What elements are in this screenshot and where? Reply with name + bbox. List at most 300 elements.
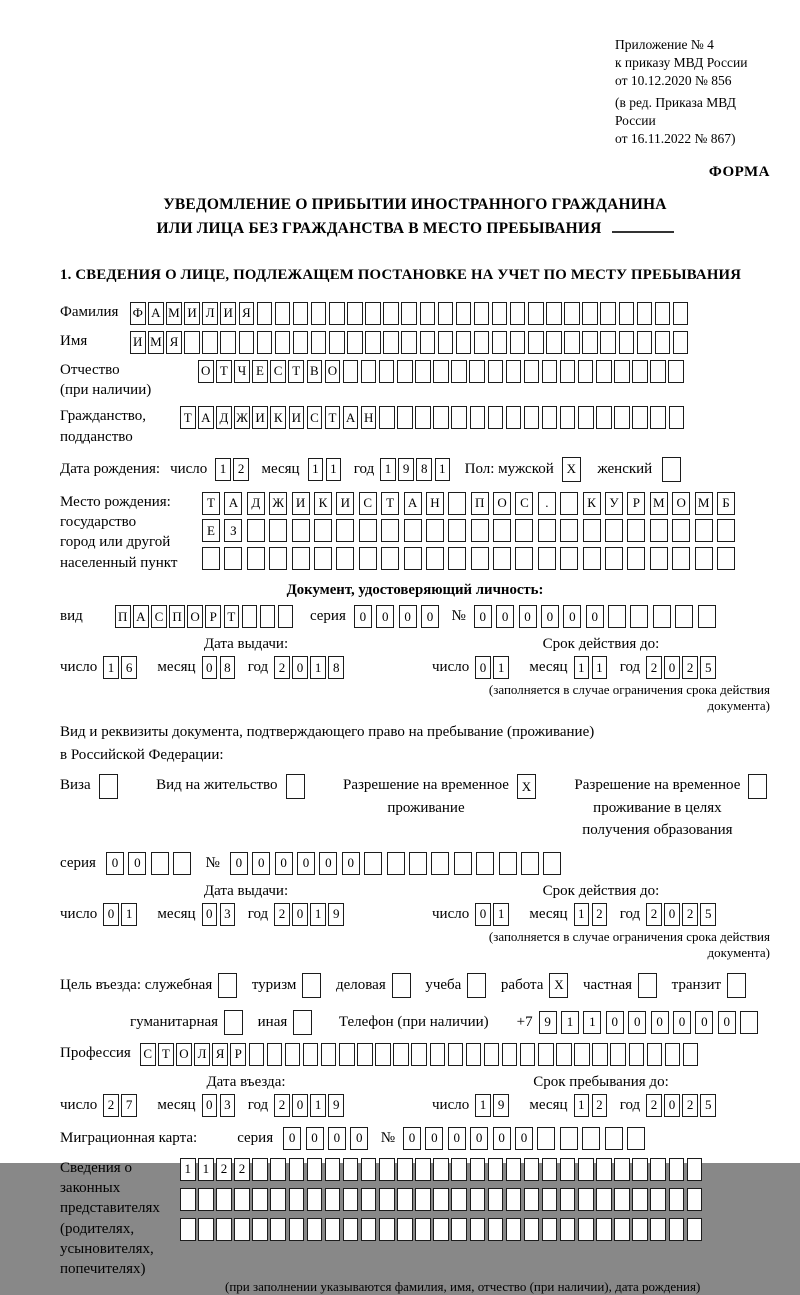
cell-temp_residence_edu_check-1[interactable] [748,774,767,799]
cell-birth_place_row3-6[interactable] [314,547,332,570]
cell-citizenship-20[interactable] [524,406,540,429]
cell-res_number-12[interactable] [476,852,494,875]
cell-representatives_row1-11[interactable] [361,1158,377,1181]
cell-birth_place_row3-2[interactable] [224,547,242,570]
cell-representatives_row2-3[interactable] [216,1188,232,1211]
cell-citizenship-10[interactable]: А [343,406,359,429]
cell-res_valid_year-1[interactable]: 2 [646,903,662,926]
cell-phone_number-3[interactable]: 1 [583,1011,601,1034]
cell-doc_number-9[interactable] [653,605,671,628]
cell-purpose_business-1[interactable] [392,973,411,998]
cell-patronymic-26[interactable] [650,360,666,383]
cell-res_series-3[interactable] [151,852,169,875]
cell-doc_issue_year-3[interactable]: 1 [310,656,326,679]
cell-representatives_row1-20[interactable] [524,1158,540,1181]
cell-birth_place_row3-23[interactable] [695,547,713,570]
cell-birth_place_row1-15[interactable]: С [515,492,533,515]
cell-stay_year-4[interactable]: 5 [700,1094,716,1117]
cell-representatives_row3-25[interactable] [614,1218,630,1241]
cell-res_number-11[interactable] [454,852,472,875]
cell-birth_place_row2-16[interactable] [538,519,556,542]
cell-citizenship-7[interactable]: И [289,406,305,429]
cell-doc_valid_month-2[interactable]: 1 [592,656,608,679]
cell-representatives_row3-14[interactable] [415,1218,431,1241]
cell-birth_place_row1-16[interactable]: . [538,492,556,515]
cell-representatives_row3-15[interactable] [433,1218,449,1241]
cell-representatives_row1-12[interactable] [379,1158,395,1181]
cell-surname-3[interactable]: М [166,302,182,325]
cell-migration_number-11[interactable] [627,1127,645,1150]
cell-surname-10[interactable] [293,302,309,325]
cell-birth_place_row1-3[interactable]: Д [247,492,265,515]
cell-birth_place_row1-4[interactable]: Ж [269,492,287,515]
cell-patronymic-13[interactable] [415,360,431,383]
cell-birth_place_row1-6[interactable]: К [314,492,332,515]
cell-representatives_row1-19[interactable] [506,1158,522,1181]
cell-birth_place_row2-23[interactable] [695,519,713,542]
cell-migration_number-5[interactable]: 0 [493,1127,511,1150]
cell-representatives_row3-1[interactable] [180,1218,196,1241]
cell-representatives_row3-19[interactable] [506,1218,522,1241]
cell-patronymic-27[interactable] [668,360,684,383]
cell-birth_place_row1-1[interactable]: Т [202,492,220,515]
cell-citizenship-16[interactable] [451,406,467,429]
cell-profession-28[interactable] [629,1043,645,1066]
cell-doc_number-6[interactable]: 0 [586,605,604,628]
cell-phone_number-1[interactable]: 9 [539,1011,557,1034]
cell-patronymic-8[interactable]: О [325,360,341,383]
cell-profession-1[interactable]: С [140,1043,156,1066]
cell-name-5[interactable] [202,331,218,354]
cell-name-23[interactable] [528,331,544,354]
cell-patronymic-24[interactable] [614,360,630,383]
cell-entry_day-2[interactable]: 7 [121,1094,137,1117]
cell-doc_type-8[interactable] [242,605,258,628]
cell-res_number-1[interactable]: 0 [230,852,248,875]
cell-representatives_row2-22[interactable] [560,1188,576,1211]
cell-representatives_row1-23[interactable] [578,1158,594,1181]
cell-name-3[interactable]: Я [166,331,182,354]
cell-representatives_row3-16[interactable] [451,1218,467,1241]
cell-doc_series-3[interactable]: 0 [399,605,417,628]
cell-birth_place_row3-22[interactable] [672,547,690,570]
cell-patronymic-14[interactable] [433,360,449,383]
cell-citizenship-22[interactable] [560,406,576,429]
cell-doc_type-6[interactable]: Р [205,605,221,628]
cell-res_series-2[interactable]: 0 [128,852,146,875]
cell-res_issue_day-2[interactable]: 1 [121,903,137,926]
cell-birth_place_row3-15[interactable] [515,547,533,570]
cell-profession-20[interactable] [484,1043,500,1066]
cell-doc_valid_year-1[interactable]: 2 [646,656,662,679]
cell-patronymic-17[interactable] [488,360,504,383]
cell-citizenship-5[interactable]: И [252,406,268,429]
cell-res_valid_year-4[interactable]: 5 [700,903,716,926]
cell-birth_place_row2-18[interactable] [583,519,601,542]
cell-res_number-10[interactable] [431,852,449,875]
cell-doc_number-4[interactable]: 0 [541,605,559,628]
cell-representatives_row3-11[interactable] [361,1218,377,1241]
cell-birth_year-4[interactable]: 1 [435,458,451,481]
cell-stay_month-2[interactable]: 2 [592,1094,608,1117]
cell-surname-28[interactable] [619,302,635,325]
cell-sex_female-1[interactable] [662,457,681,482]
cell-profession-9[interactable] [285,1043,301,1066]
cell-representatives_row3-2[interactable] [198,1218,214,1241]
cell-surname-26[interactable] [582,302,598,325]
cell-entry_year-2[interactable]: 0 [292,1094,308,1117]
cell-representatives_row1-5[interactable] [252,1158,268,1181]
cell-res_valid_year-3[interactable]: 2 [682,903,698,926]
cell-doc_number-2[interactable]: 0 [496,605,514,628]
cell-birth_place_row2-20[interactable] [627,519,645,542]
cell-representatives_row3-3[interactable] [216,1218,232,1241]
cell-profession-3[interactable]: О [176,1043,192,1066]
cell-migration_number-10[interactable] [605,1127,623,1150]
cell-birth_year-1[interactable]: 1 [380,458,396,481]
cell-surname-17[interactable] [420,302,436,325]
cell-entry_month-1[interactable]: 0 [202,1094,218,1117]
cell-doc_type-2[interactable]: А [133,605,149,628]
cell-representatives_row2-18[interactable] [488,1188,504,1211]
cell-phone_number-4[interactable]: 0 [606,1011,624,1034]
cell-representatives_row1-26[interactable] [632,1158,648,1181]
cell-res_number-13[interactable] [499,852,517,875]
cell-migration_number-9[interactable] [582,1127,600,1150]
cell-citizenship-1[interactable]: Т [180,406,196,429]
cell-representatives_row2-13[interactable] [397,1188,413,1211]
cell-visa_check-1[interactable] [99,774,118,799]
cell-migration_series-4[interactable]: 0 [350,1127,368,1150]
cell-birth_place_row3-5[interactable] [292,547,310,570]
cell-birth_day-1[interactable]: 1 [215,458,231,481]
cell-representatives_row3-27[interactable] [650,1218,666,1241]
cell-birth_place_row2-14[interactable] [493,519,511,542]
cell-doc_valid_year-2[interactable]: 0 [664,656,680,679]
cell-entry_month-2[interactable]: 3 [220,1094,236,1117]
cell-birth_place_row3-4[interactable] [269,547,287,570]
cell-patronymic-25[interactable] [632,360,648,383]
cell-surname-16[interactable] [401,302,417,325]
cell-representatives_row1-1[interactable]: 1 [180,1158,196,1181]
cell-res_issue_year-2[interactable]: 0 [292,903,308,926]
cell-representatives_row1-17[interactable] [470,1158,486,1181]
cell-representatives_row2-21[interactable] [542,1188,558,1211]
cell-name-14[interactable] [365,331,381,354]
cell-birth_place_row1-22[interactable]: О [672,492,690,515]
cell-citizenship-21[interactable] [542,406,558,429]
cell-representatives_row3-13[interactable] [397,1218,413,1241]
cell-representatives_row2-10[interactable] [343,1188,359,1211]
cell-doc_series-4[interactable]: 0 [421,605,439,628]
cell-birth_place_row2-19[interactable] [605,519,623,542]
cell-surname-22[interactable] [510,302,526,325]
cell-birth_place_row3-7[interactable] [336,547,354,570]
cell-birth_month-1[interactable]: 1 [308,458,324,481]
cell-patronymic-9[interactable] [343,360,359,383]
cell-doc_valid_month-1[interactable]: 1 [574,656,590,679]
cell-representatives_row3-4[interactable] [234,1218,250,1241]
cell-representatives_row1-21[interactable] [542,1158,558,1181]
cell-doc_issue_month-2[interactable]: 8 [220,656,236,679]
cell-profession-27[interactable] [610,1043,626,1066]
cell-birth_place_row2-8[interactable] [359,519,377,542]
cell-birth_place_row2-17[interactable] [560,519,578,542]
cell-migration_number-8[interactable] [560,1127,578,1150]
cell-profession-21[interactable] [502,1043,518,1066]
cell-representatives_row1-24[interactable] [596,1158,612,1181]
cell-res_number-3[interactable]: 0 [275,852,293,875]
cell-name-8[interactable] [257,331,273,354]
cell-birth_place_row3-1[interactable] [202,547,220,570]
cell-representatives_row1-27[interactable] [650,1158,666,1181]
cell-res_number-7[interactable] [364,852,382,875]
cell-patronymic-19[interactable] [524,360,540,383]
cell-representatives_row2-27[interactable] [650,1188,666,1211]
cell-representatives_row1-3[interactable]: 2 [216,1158,232,1181]
cell-profession-22[interactable] [520,1043,536,1066]
cell-purpose_work-1[interactable]: X [549,973,568,998]
cell-citizenship-18[interactable] [488,406,504,429]
cell-migration_number-7[interactable] [537,1127,555,1150]
cell-birth_place_row1-21[interactable]: М [650,492,668,515]
cell-representatives_row2-24[interactable] [596,1188,612,1211]
cell-representatives_row3-12[interactable] [379,1218,395,1241]
cell-surname-30[interactable] [655,302,671,325]
cell-representatives_row2-23[interactable] [578,1188,594,1211]
cell-name-7[interactable] [239,331,255,354]
cell-name-4[interactable] [184,331,200,354]
cell-birth_place_row1-20[interactable]: Р [627,492,645,515]
cell-surname-11[interactable] [311,302,327,325]
cell-res_series-4[interactable] [173,852,191,875]
cell-representatives_row2-4[interactable] [234,1188,250,1211]
cell-citizenship-27[interactable] [650,406,666,429]
cell-name-12[interactable] [329,331,345,354]
cell-name-15[interactable] [383,331,399,354]
cell-name-17[interactable] [420,331,436,354]
cell-migration_series-2[interactable]: 0 [306,1127,324,1150]
cell-representatives_row1-8[interactable] [307,1158,323,1181]
cell-profession-25[interactable] [574,1043,590,1066]
cell-doc_number-1[interactable]: 0 [474,605,492,628]
cell-patronymic-18[interactable] [506,360,522,383]
cell-doc_type-1[interactable]: П [115,605,131,628]
cell-birth_place_row1-2[interactable]: А [224,492,242,515]
cell-name-10[interactable] [293,331,309,354]
cell-patronymic-11[interactable] [379,360,395,383]
cell-birth_year-3[interactable]: 8 [416,458,432,481]
cell-res_issue_year-4[interactable]: 9 [328,903,344,926]
cell-citizenship-19[interactable] [506,406,522,429]
cell-profession-12[interactable] [339,1043,355,1066]
cell-surname-6[interactable]: И [220,302,236,325]
cell-representatives_row3-7[interactable] [289,1218,305,1241]
cell-patronymic-7[interactable]: В [307,360,323,383]
cell-temp_residence_check-1[interactable]: X [517,774,536,799]
cell-doc_type-5[interactable]: О [187,605,203,628]
cell-doc_issue_month-1[interactable]: 0 [202,656,218,679]
cell-doc_valid_day-2[interactable]: 1 [493,656,509,679]
cell-representatives_row3-24[interactable] [596,1218,612,1241]
cell-birth_place_row1-11[interactable]: Н [426,492,444,515]
cell-name-1[interactable]: И [130,331,146,354]
cell-sex_male-1[interactable]: X [562,457,581,482]
cell-surname-24[interactable] [546,302,562,325]
cell-surname-31[interactable] [673,302,689,325]
cell-birth_place_row2-13[interactable] [471,519,489,542]
cell-name-25[interactable] [564,331,580,354]
cell-representatives_row3-29[interactable] [687,1218,703,1241]
cell-representatives_row1-6[interactable] [270,1158,286,1181]
cell-purpose_tourism-1[interactable] [302,973,321,998]
cell-doc_number-5[interactable]: 0 [563,605,581,628]
cell-representatives_row3-22[interactable] [560,1218,576,1241]
cell-patronymic-22[interactable] [578,360,594,383]
cell-surname-8[interactable] [257,302,273,325]
cell-birth_month-2[interactable]: 1 [326,458,342,481]
cell-birth_place_row2-11[interactable] [426,519,444,542]
cell-name-28[interactable] [619,331,635,354]
cell-birth_place_row2-10[interactable] [404,519,422,542]
cell-patronymic-20[interactable] [542,360,558,383]
cell-entry_year-1[interactable]: 2 [274,1094,290,1117]
cell-birth_place_row2-6[interactable] [314,519,332,542]
cell-birth_place_row1-14[interactable]: О [493,492,511,515]
cell-surname-23[interactable] [528,302,544,325]
cell-representatives_row3-9[interactable] [325,1218,341,1241]
cell-representatives_row1-29[interactable] [687,1158,703,1181]
cell-birth_place_row3-9[interactable] [381,547,399,570]
cell-birth_place_row3-21[interactable] [650,547,668,570]
cell-birth_place_row3-3[interactable] [247,547,265,570]
cell-doc_type-9[interactable] [260,605,276,628]
cell-phone_number-8[interactable]: 0 [695,1011,713,1034]
cell-citizenship-15[interactable] [433,406,449,429]
cell-profession-7[interactable] [249,1043,265,1066]
cell-representatives_row3-26[interactable] [632,1218,648,1241]
cell-representatives_row2-29[interactable] [687,1188,703,1211]
cell-res_number-15[interactable] [543,852,561,875]
cell-purpose_study-1[interactable] [467,973,486,998]
cell-profession-10[interactable] [303,1043,319,1066]
cell-res_number-5[interactable]: 0 [319,852,337,875]
cell-representatives_row2-17[interactable] [470,1188,486,1211]
cell-representatives_row2-5[interactable] [252,1188,268,1211]
cell-representatives_row2-7[interactable] [289,1188,305,1211]
cell-doc_issue_day-2[interactable]: 6 [121,656,137,679]
cell-res_issue_month-2[interactable]: 3 [220,903,236,926]
cell-citizenship-12[interactable] [379,406,395,429]
cell-entry_day-1[interactable]: 2 [103,1094,119,1117]
cell-res_valid_year-2[interactable]: 0 [664,903,680,926]
cell-profession-17[interactable] [430,1043,446,1066]
cell-representatives_row3-20[interactable] [524,1218,540,1241]
cell-surname-13[interactable] [347,302,363,325]
cell-birth_place_row3-18[interactable] [583,547,601,570]
cell-representatives_row2-28[interactable] [669,1188,685,1211]
cell-representatives_row3-18[interactable] [488,1218,504,1241]
cell-stay_year-3[interactable]: 2 [682,1094,698,1117]
cell-migration_number-2[interactable]: 0 [425,1127,443,1150]
cell-citizenship-2[interactable]: А [198,406,214,429]
cell-surname-5[interactable]: Л [202,302,218,325]
cell-name-6[interactable] [220,331,236,354]
cell-phone_number-6[interactable]: 0 [651,1011,669,1034]
cell-citizenship-14[interactable] [415,406,431,429]
cell-entry_year-3[interactable]: 1 [310,1094,326,1117]
cell-patronymic-21[interactable] [560,360,576,383]
cell-profession-13[interactable] [357,1043,373,1066]
cell-name-13[interactable] [347,331,363,354]
cell-profession-30[interactable] [665,1043,681,1066]
cell-purpose_official-1[interactable] [218,973,237,998]
cell-profession-5[interactable]: Я [212,1043,228,1066]
cell-representatives_row3-21[interactable] [542,1218,558,1241]
cell-representatives_row1-13[interactable] [397,1158,413,1181]
cell-doc_issue_year-1[interactable]: 2 [274,656,290,679]
cell-purpose_private-1[interactable] [638,973,657,998]
cell-birth_place_row3-24[interactable] [717,547,735,570]
cell-profession-2[interactable]: Т [158,1043,174,1066]
cell-phone_number-2[interactable]: 1 [561,1011,579,1034]
cell-phone_number-7[interactable]: 0 [673,1011,691,1034]
cell-patronymic-5[interactable]: С [270,360,286,383]
cell-stay_month-1[interactable]: 1 [574,1094,590,1117]
cell-patronymic-23[interactable] [596,360,612,383]
cell-phone_number-10[interactable] [740,1011,758,1034]
cell-res_valid_month-1[interactable]: 1 [574,903,590,926]
cell-representatives_row2-9[interactable] [325,1188,341,1211]
cell-birth_place_row3-16[interactable] [538,547,556,570]
cell-representatives_row1-2[interactable]: 1 [198,1158,214,1181]
cell-migration_number-6[interactable]: 0 [515,1127,533,1150]
cell-representatives_row2-19[interactable] [506,1188,522,1211]
cell-surname-15[interactable] [383,302,399,325]
cell-citizenship-25[interactable] [614,406,630,429]
cell-birth_place_row1-19[interactable]: У [605,492,623,515]
cell-birth_place_row2-22[interactable] [672,519,690,542]
cell-birth_place_row3-20[interactable] [627,547,645,570]
cell-birth_place_row1-8[interactable]: С [359,492,377,515]
cell-birth_year-2[interactable]: 9 [398,458,414,481]
cell-doc_type-10[interactable] [278,605,294,628]
cell-birth_place_row1-13[interactable]: П [471,492,489,515]
cell-birth_place_row2-15[interactable] [515,519,533,542]
cell-profession-29[interactable] [647,1043,663,1066]
cell-representatives_row1-18[interactable] [488,1158,504,1181]
cell-representatives_row1-4[interactable]: 2 [234,1158,250,1181]
cell-surname-14[interactable] [365,302,381,325]
cell-citizenship-23[interactable] [578,406,594,429]
cell-res_number-4[interactable]: 0 [297,852,315,875]
cell-representatives_row2-16[interactable] [451,1188,467,1211]
cell-citizenship-17[interactable] [470,406,486,429]
cell-birth_place_row2-3[interactable] [247,519,265,542]
cell-name-29[interactable] [637,331,653,354]
cell-birth_place_row3-8[interactable] [359,547,377,570]
cell-patronymic-6[interactable]: Т [288,360,304,383]
cell-name-19[interactable] [456,331,472,354]
cell-birth_place_row3-14[interactable] [493,547,511,570]
cell-birth_place_row1-23[interactable]: М [695,492,713,515]
cell-surname-12[interactable] [329,302,345,325]
cell-representatives_row3-23[interactable] [578,1218,594,1241]
cell-migration_series-1[interactable]: 0 [283,1127,301,1150]
cell-res_issue_year-1[interactable]: 2 [274,903,290,926]
cell-birth_place_row1-24[interactable]: Б [717,492,735,515]
cell-citizenship-13[interactable] [397,406,413,429]
